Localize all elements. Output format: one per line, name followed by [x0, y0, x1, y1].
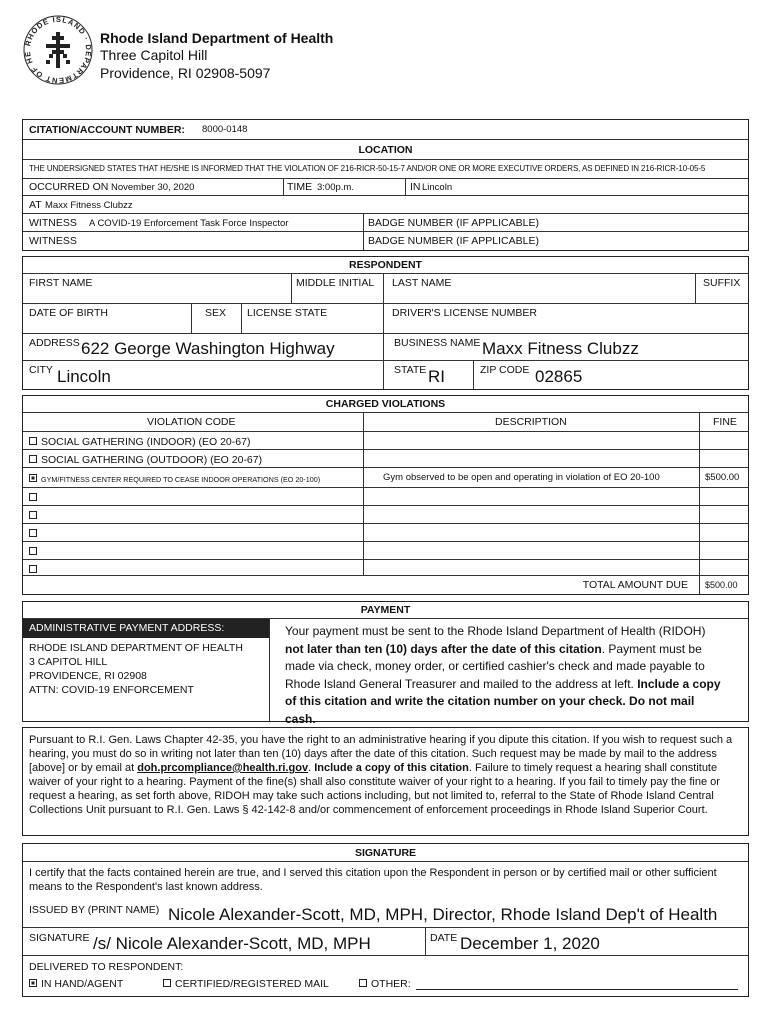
date-value[interactable]: December 1, 2020 — [460, 934, 600, 953]
certify-text: I certify that the facts contained herein are true, and I served this citation upon the Respondent in person or by certified mail or other sufficient means to the Respondent's last known address. — [29, 867, 717, 893]
violation-checkbox[interactable] — [29, 565, 37, 573]
hand-label: IN HAND/AGENT — [41, 978, 124, 990]
license-state-label: LICENSE STATE — [247, 307, 328, 319]
address-label: ADDRESS — [29, 337, 80, 349]
violations-box — [22, 395, 749, 595]
business-name-value[interactable]: Maxx Fitness Clubzz — [482, 339, 639, 358]
payment-deadline: not later than ten (10) days after the date of this citation — [285, 641, 602, 656]
admin-address-line: 3 CAPITOL HILL — [29, 656, 108, 668]
violation-code-cell[interactable] — [29, 436, 250, 448]
witness2-label: WITNESS — [29, 235, 77, 247]
hearing-copy-note: Include a copy of this citation — [314, 762, 469, 774]
violation-checkbox[interactable] — [29, 547, 37, 555]
hearing-text-part: . — [308, 762, 315, 774]
signature-box — [22, 843, 749, 997]
admin-address-line: ATTN: COVID-19 ENFORCEMENT — [29, 684, 194, 696]
delivered-label: DELIVERED TO RESPONDENT: — [29, 961, 184, 973]
citation-location-box — [22, 119, 749, 251]
business-name-label: BUSINESS NAME — [394, 337, 481, 349]
witness1-label: WITNESS — [29, 217, 77, 229]
occurred-label: OCCURRED ON — [29, 181, 109, 193]
fine-header: FINE — [713, 416, 737, 428]
org-name: Rhode Island Department of Health — [100, 30, 334, 46]
city-label: CITY — [29, 364, 53, 376]
citation-number[interactable]: 8000-0148 — [202, 124, 248, 135]
issued-by-value[interactable]: Nicole Alexander-Scott, MD, MPH, Director, Rhode Island Dep't of Health — [168, 905, 718, 924]
total-value[interactable]: $500.00 — [705, 580, 738, 590]
ridoh-seal — [22, 14, 94, 86]
suffix-label: SUFFIX — [703, 277, 741, 289]
violation-code: GYM/FITNESS CENTER REQUIRED TO CEASE INDOOR OPERATIONS (EO 20-100) — [41, 475, 321, 484]
violation-checkbox[interactable] — [29, 455, 37, 463]
respondent-box — [22, 256, 749, 390]
admin-address-line: PROVIDENCE, RI 02908 — [29, 670, 147, 682]
hand-checkbox[interactable] — [29, 979, 37, 987]
violation-code-cell[interactable] — [29, 510, 41, 522]
org-address-line2: Providence, RI 02908-5097 — [100, 65, 271, 81]
location-title-row — [23, 140, 748, 160]
admin-address-label — [23, 619, 269, 638]
zip-label: ZIP CODE — [480, 364, 530, 376]
hearing-box — [22, 727, 749, 836]
last-name-label: LAST NAME — [392, 277, 452, 289]
signature-title-row — [23, 844, 748, 862]
signature-title: SIGNATURE — [354, 847, 417, 859]
issued-by-label: ISSUED BY (PRINT NAME) — [29, 904, 160, 916]
violation-checkbox[interactable] — [29, 511, 37, 519]
at-value[interactable]: Maxx Fitness Clubzz — [45, 200, 133, 211]
mail-checkbox[interactable] — [163, 979, 171, 987]
signature-label: SIGNATURE — [29, 932, 90, 944]
payment-title: PAYMENT — [360, 604, 411, 616]
witness1-value[interactable]: A COVID-19 Enforcement Task Force Inspector — [89, 218, 289, 229]
violation-row — [23, 506, 748, 524]
payment-text: . Payment must be made via check, money order, or certified cashier's check and made payable to Rhode Island General Treasurer and mailed to the address at left. — [285, 641, 705, 691]
state-value[interactable]: RI — [428, 367, 445, 386]
signature-row — [23, 928, 748, 956]
location-title: LOCATION — [358, 144, 413, 156]
violation-description[interactable]: Gym observed to be open and operating in violation of EO 20-100 — [383, 472, 660, 483]
total-row — [23, 576, 748, 594]
violation-code-cell[interactable] — [29, 473, 320, 485]
hearing-text-part: . Failure to timely request a hearing shall constitute waiver of your right to a hearing. Payment of the fine(s) shall also constitute waiver of your right to a hearing. If you fail to timely pay the fine or request a hearing, as set forth above, RIDOH may take such actions including, but not limited to, referral to the State of Rhode Island Central Collections Unit pursuant to R.I. Gen. Laws § 42-142-8 and/or commencement of enforcement proceedings in Rhode Island Superior Court. — [29, 762, 720, 816]
org-address-line1: Three Capitol Hill — [100, 47, 208, 63]
violation-row — [23, 450, 748, 468]
svg-text:RHODE ISLAND · DEPARTMENT OF H: RHODE ISLAND · DEPARTMENT OF HE — [22, 14, 94, 86]
hearing-text — [29, 733, 740, 817]
violation-code: SOCIAL GATHERING (OUTDOOR) (EO 20-67) — [41, 454, 263, 466]
witness2-row — [23, 232, 748, 250]
total-label: TOTAL AMOUNT DUE — [582, 579, 688, 591]
violations-title: CHARGED VIOLATIONS — [325, 398, 446, 410]
violation-row — [23, 542, 748, 560]
violation-code-cell[interactable] — [29, 564, 41, 576]
violation-checkbox[interactable] — [29, 529, 37, 537]
violation-code-header: VIOLATION CODE — [147, 416, 236, 428]
city-row — [23, 361, 748, 389]
payment-title-row — [23, 602, 748, 619]
time-value[interactable]: 3:00p.m. — [317, 182, 354, 193]
witness1-row — [23, 214, 748, 232]
violation-row — [23, 468, 748, 488]
mail-label: CERTIFIED/REGISTERED MAIL — [175, 978, 329, 990]
violation-checkbox[interactable] — [29, 437, 37, 445]
delivery-option-other[interactable] — [359, 978, 411, 990]
violation-code-cell[interactable] — [29, 546, 41, 558]
address-value[interactable]: 622 George Washington Highway — [81, 339, 335, 358]
violation-code-cell[interactable] — [29, 454, 262, 466]
violation-fine[interactable]: $500.00 — [705, 472, 740, 483]
payment-note: Include a copy of this citation and write the citation number on your check. Do not mail cash. — [285, 676, 721, 726]
dob-row — [23, 304, 748, 334]
violation-code: SOCIAL GATHERING (INDOOR) (EO 20-67) — [41, 436, 251, 448]
drivers-license-label: DRIVER'S LICENSE NUMBER — [392, 307, 537, 319]
other-checkbox[interactable] — [359, 979, 367, 987]
in-label: IN — [410, 181, 421, 193]
other-label: OTHER: — [371, 978, 411, 990]
admin-address-label-text: ADMINISTRATIVE PAYMENT ADDRESS: — [29, 622, 225, 634]
citation-label: CITATION/ACCOUNT NUMBER: — [29, 124, 185, 136]
violation-code-cell[interactable] — [29, 528, 41, 540]
sex-label: SEX — [205, 307, 227, 319]
violation-row — [23, 432, 748, 450]
citation-row — [23, 120, 748, 140]
delivery-option-hand[interactable] — [29, 978, 123, 990]
violation-row — [23, 560, 748, 576]
badge2-label: BADGE NUMBER (IF APPLICABLE) — [368, 235, 539, 247]
hearing-text-part: Pursuant to R.I. Gen. Laws Chapter 42-35, you have the right to an administrative hearing if you dipute this citation. If you wish to request such a hearing, you must do so in writing not later than ten (10) days after the date of this citation. Such request may be made by mail to the address [above] or by email at — [29, 734, 733, 774]
first-name-label: FIRST NAME — [29, 277, 93, 289]
violation-row — [23, 488, 748, 506]
occurred-row — [23, 179, 748, 196]
issued-row — [23, 898, 748, 928]
location-statement: THE UNDERSIGNED STATES THAT HE/SHE IS INFORMED THAT THE VIOLATION OF 216-RICR-50-15-7 AND/OR ONE OR MORE EXECUTIVE ORDERS, AS DEFINED IN 216-RICR-10-05-5 — [29, 164, 706, 173]
admin-address-lines — [29, 641, 243, 697]
violations-header-row — [23, 413, 748, 432]
payment-instructions — [285, 623, 725, 728]
delivery-option-mail[interactable] — [163, 978, 329, 990]
signature-value[interactable]: /s/ Nicole Alexander-Scott, MD, MPH — [93, 934, 371, 953]
state-label: STATE — [394, 364, 427, 376]
description-header: DESCRIPTION — [495, 416, 567, 428]
hearing-email-link[interactable]: doh.prcompliance@health.ri.gov — [137, 762, 309, 774]
admin-address-line: RHODE ISLAND DEPARTMENT OF HEALTH — [29, 642, 243, 654]
occurred-value[interactable]: November 30, 2020 — [111, 182, 195, 193]
date-label: DATE — [430, 932, 458, 944]
violations-title-row — [23, 396, 748, 413]
dob-label: DATE OF BIRTH — [29, 307, 108, 319]
location-statement-row — [23, 160, 748, 179]
middle-initial-label: MIDDLE INITIAL — [296, 277, 375, 289]
address-row — [23, 334, 748, 361]
payment-text: Your payment must be sent to the Rhode Island Department of Health (RIDOH) — [285, 624, 706, 638]
in-value[interactable]: Lincoln — [422, 182, 453, 193]
at-row — [23, 196, 748, 214]
badge1-label: BADGE NUMBER (IF APPLICABLE) — [368, 217, 539, 229]
name-row — [23, 274, 748, 304]
at-label: AT — [29, 199, 42, 211]
violation-checkbox[interactable] — [29, 493, 37, 501]
respondent-title: RESPONDENT — [349, 259, 422, 271]
violation-code-cell[interactable] — [29, 492, 41, 504]
zip-value[interactable]: 02865 — [535, 367, 583, 386]
violation-checkbox[interactable] — [29, 474, 37, 482]
city-value[interactable]: Lincoln — [57, 367, 111, 386]
other-line[interactable] — [416, 989, 738, 990]
time-label: TIME — [287, 181, 313, 193]
respondent-title-row — [23, 257, 748, 274]
payment-box — [22, 601, 749, 726]
violation-row — [23, 524, 748, 542]
